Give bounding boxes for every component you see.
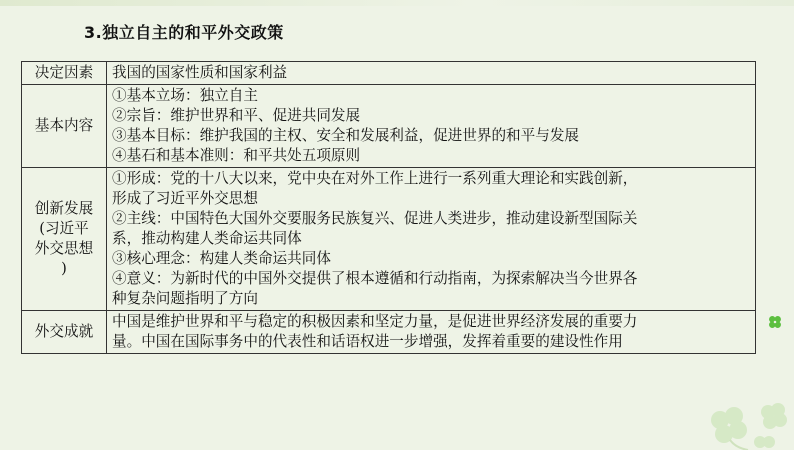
table-row bbox=[22, 85, 756, 168]
clover-icon bbox=[766, 313, 784, 331]
content-line: ①形成：党的十八大以来，党中央在对外工作上进行一系列重大理论和实践创新， bbox=[112, 170, 638, 187]
content-line: 我国的国家性质和国家利益 bbox=[112, 64, 288, 81]
label-line: (习近平 bbox=[39, 220, 89, 237]
content-line: 种复杂问题指明了方向 bbox=[112, 290, 258, 307]
content-line: 量。中国在国际事务中的代表性和话语权进一步增强，发挥着重要的建设性作用 bbox=[112, 333, 623, 350]
top-band bbox=[0, 0, 794, 6]
label-line: ) bbox=[61, 260, 67, 277]
content-line: ③核心理念：构建人类命运共同体 bbox=[112, 250, 331, 267]
content-line: ②主线：中国特色大国外交要服务民族复兴、促进人类进步，推动建设新型国际关 bbox=[112, 210, 638, 227]
content-line: 系，推动构建人类命运共同体 bbox=[112, 230, 302, 247]
label-line: 创新发展 bbox=[34, 200, 94, 217]
content-line: 中国是维护世界和平与稳定的积极因素和坚定力量，是促进世界经济发展的重要力 bbox=[112, 313, 638, 330]
clover-decoration-icon bbox=[690, 390, 794, 450]
row-label-basic-content: 基本内容 bbox=[22, 85, 107, 168]
content-line: ①基本立场：独立自主 bbox=[112, 87, 258, 104]
table-row bbox=[22, 62, 756, 85]
row-content bbox=[107, 85, 756, 168]
content-line: ④意义：为新时代的中国外交提供了根本遵循和行动指南，为探索解决当今世界各 bbox=[112, 270, 638, 287]
content-line: ②宗旨：维护世界和平、促进共同发展 bbox=[112, 107, 361, 124]
row-content bbox=[107, 311, 756, 354]
row-label-decisive-factor: 决定因素 bbox=[22, 62, 107, 85]
policy-table bbox=[21, 61, 756, 354]
content-line: 形成了习近平外交思想 bbox=[112, 190, 258, 207]
row-label-innovation bbox=[22, 168, 107, 311]
label-line: 外交思想 bbox=[34, 240, 94, 257]
content-line: ④基石和基本准则：和平共处五项原则 bbox=[112, 147, 361, 164]
row-content bbox=[107, 168, 756, 311]
row-content bbox=[107, 62, 756, 85]
content-line: ③基本目标：维护我国的主权、安全和发展利益，促进世界的和平与发展 bbox=[112, 127, 580, 144]
row-label-achievements: 外交成就 bbox=[22, 311, 107, 354]
section-heading: 3.独立自主的和平外交政策 bbox=[84, 23, 284, 42]
table-row bbox=[22, 311, 756, 354]
table-row bbox=[22, 168, 756, 311]
